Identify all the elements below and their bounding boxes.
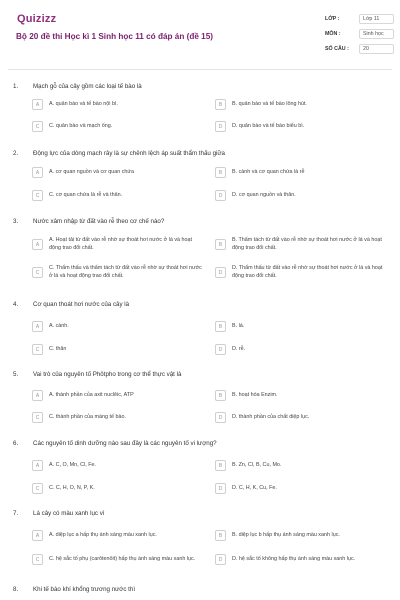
option-badge: C (32, 190, 43, 201)
option-text: D. rễ. (232, 345, 246, 352)
option-a[interactable] (32, 237, 204, 252)
question-number: 1. (13, 83, 19, 90)
option-badge: A (32, 99, 43, 110)
option-c[interactable] (32, 483, 204, 494)
option-badge: C (32, 554, 43, 565)
option-text: C. cơ quan chứa là rễ và thân. (49, 191, 123, 198)
option-badge: B (215, 460, 226, 471)
question-number: 6. (13, 440, 19, 447)
option-d[interactable] (215, 344, 387, 355)
option-b[interactable] (215, 167, 387, 178)
subject-row (325, 29, 394, 39)
option-text: B. hoạt hóa Enzim. (232, 391, 278, 398)
header (0, 0, 400, 68)
option-text: D. C, H, K, Cu, Fe. (232, 484, 277, 491)
option-badge: D (215, 190, 226, 201)
option-text: D. hệ sắc tố không hấp thụ ánh sáng màu xanh lục. (232, 555, 356, 562)
option-text: C. thành phần của màng tế bào. (49, 413, 127, 420)
option-text: C. Thẩm thấu và thẩm tách từ đất vào rễ nhờ sự thoát hơi nước ở lá và hoạt động trao đổi chất. (49, 265, 202, 279)
option-text: B. lá. (232, 322, 245, 329)
question-text: Cơ quan thoát hơi nước của cây là (33, 301, 130, 308)
question-number: 3. (13, 218, 19, 225)
option-badge: B (215, 390, 226, 401)
option-a[interactable] (32, 390, 204, 401)
option-badge: A (32, 167, 43, 178)
option-d[interactable] (215, 121, 387, 132)
option-b[interactable] (215, 99, 387, 110)
class-label: LỚP : (325, 16, 340, 22)
subject-label: MÔN : (325, 31, 341, 37)
option-a[interactable] (32, 460, 204, 471)
option-b[interactable] (215, 237, 387, 252)
question-text: Các nguyên tố dinh dưỡng nào sau đây là các nguyên tố vi lượng? (33, 440, 217, 447)
option-b[interactable] (215, 321, 387, 332)
option-text: D. Thẩm thấu từ đất vào rễ nhờ sự thoát hơi nước ở lá và hoạt động trao đổi chất. (232, 265, 383, 279)
option-b[interactable] (215, 460, 387, 471)
question-count-row (325, 44, 394, 54)
question-number: 8. (13, 586, 19, 593)
question-text: Mạch gỗ của cây gồm các loại tế bào là (33, 83, 142, 90)
option-a[interactable] (32, 167, 204, 178)
option-text: A. cơ quan nguồn và cơ quan chứa (49, 168, 135, 175)
option-badge: B (215, 167, 226, 178)
option-text: A. cành. (49, 322, 69, 329)
option-a[interactable] (32, 530, 204, 541)
option-d[interactable] (215, 190, 387, 201)
subject-value: Sinh học (359, 29, 394, 39)
question-text: Khi tế bào khí khổng trương nước thì (33, 586, 136, 593)
option-text: B. diệp lục b hấp thụ ánh sáng màu xanh lục. (232, 531, 340, 538)
option-d[interactable] (215, 412, 387, 423)
option-b[interactable] (215, 530, 387, 541)
option-text: B. Zn, Cl, B, Cu, Mo. (232, 461, 282, 468)
quizizz-logo[interactable]: Quizizz (17, 13, 57, 25)
class-value: Lớp 11 (359, 14, 394, 24)
option-d[interactable] (215, 483, 387, 494)
option-a[interactable] (32, 99, 204, 110)
option-text: A. Hoạt tải từ đất vào rễ nhờ sự thoát hơi nước ở lá và hoạt động trao đổi chất. (49, 237, 193, 251)
option-text: D. quản bào và tế bào biểu bì. (232, 122, 305, 129)
question-number: 5. (13, 371, 19, 378)
option-badge: B (215, 530, 226, 541)
option-text: B. Thẩm tách từ đất vào rễ nhờ sự thoát hơi nước ở lá và hoạt động trao đổi chất. (232, 237, 382, 251)
option-text: D. thành phần của chất diệp lục. (232, 413, 310, 420)
option-text: B. quản bào và tế bào lông hút. (232, 100, 307, 107)
option-text: A. C, O, Mn, Cl, Fe. (49, 461, 97, 468)
option-badge: D (215, 554, 226, 565)
option-badge: A (32, 390, 43, 401)
option-text: B. cành và cơ quan chứa là rễ (232, 168, 305, 175)
question-number: 2. (13, 150, 19, 157)
option-badge: B (215, 321, 226, 332)
header-divider (8, 69, 392, 70)
document-title: Bộ 20 đề thi Học kì 1 Sinh học 11 có đáp án (đề 15) (16, 32, 214, 41)
question-count-value: 20 (359, 44, 394, 54)
option-badge: D (215, 412, 226, 423)
option-badge: A (32, 530, 43, 541)
question-count-label: SỐ CÂU : (325, 46, 349, 52)
option-text: C. C, H, O, N, P, K. (49, 484, 95, 491)
option-c[interactable] (32, 265, 204, 280)
option-d[interactable] (215, 554, 387, 565)
option-text: C. hệ sắc tố phụ (carôtenôit) hấp thụ ánh sáng màu xanh lục. (49, 555, 196, 562)
option-badge: C (32, 121, 43, 132)
option-text: C. quản bào và mạch ống. (49, 122, 113, 129)
option-c[interactable] (32, 554, 204, 565)
question-text: Động lực của dòng mạch rây là sự chênh lệch áp suất thẩm thấu giữa (33, 150, 225, 157)
option-b[interactable] (215, 390, 387, 401)
option-c[interactable] (32, 121, 204, 132)
option-badge: A (32, 460, 43, 471)
question-number: 4. (13, 301, 19, 308)
option-badge: C (32, 483, 43, 494)
option-c[interactable] (32, 412, 204, 423)
question-text: Nước xâm nhập từ đất vào rễ theo cơ chế nào? (33, 218, 165, 225)
option-text: C. thân (49, 345, 67, 352)
option-badge: A (32, 321, 43, 332)
option-badge: D (215, 267, 226, 278)
option-text: A. thành phần của axit nuclêic, ATP (49, 391, 134, 398)
option-badge: C (32, 412, 43, 423)
option-badge: D (215, 344, 226, 355)
option-text: A. diệp lục a hấp thụ ánh sáng màu xanh lục. (49, 531, 157, 538)
option-a[interactable] (32, 321, 204, 332)
option-badge: B (215, 239, 226, 250)
question-text: Lá cây có màu xanh lục vì (33, 510, 105, 517)
option-c[interactable] (32, 190, 204, 201)
option-badge: D (215, 121, 226, 132)
option-badge: C (32, 344, 43, 355)
option-badge: D (215, 483, 226, 494)
option-text: A. quản bào và tế bào nội bì. (49, 100, 118, 107)
option-badge: A (32, 239, 43, 250)
option-d[interactable] (215, 265, 387, 280)
option-badge: C (32, 267, 43, 278)
option-badge: B (215, 99, 226, 110)
option-text: D. cơ quan nguồn và thân. (232, 191, 296, 198)
option-c[interactable] (32, 344, 204, 355)
class-row (325, 14, 394, 24)
question-text: Vai trò của nguyên tố Phôtpho trong cơ thể thực vật là (33, 371, 182, 378)
question-number: 7. (13, 510, 19, 517)
